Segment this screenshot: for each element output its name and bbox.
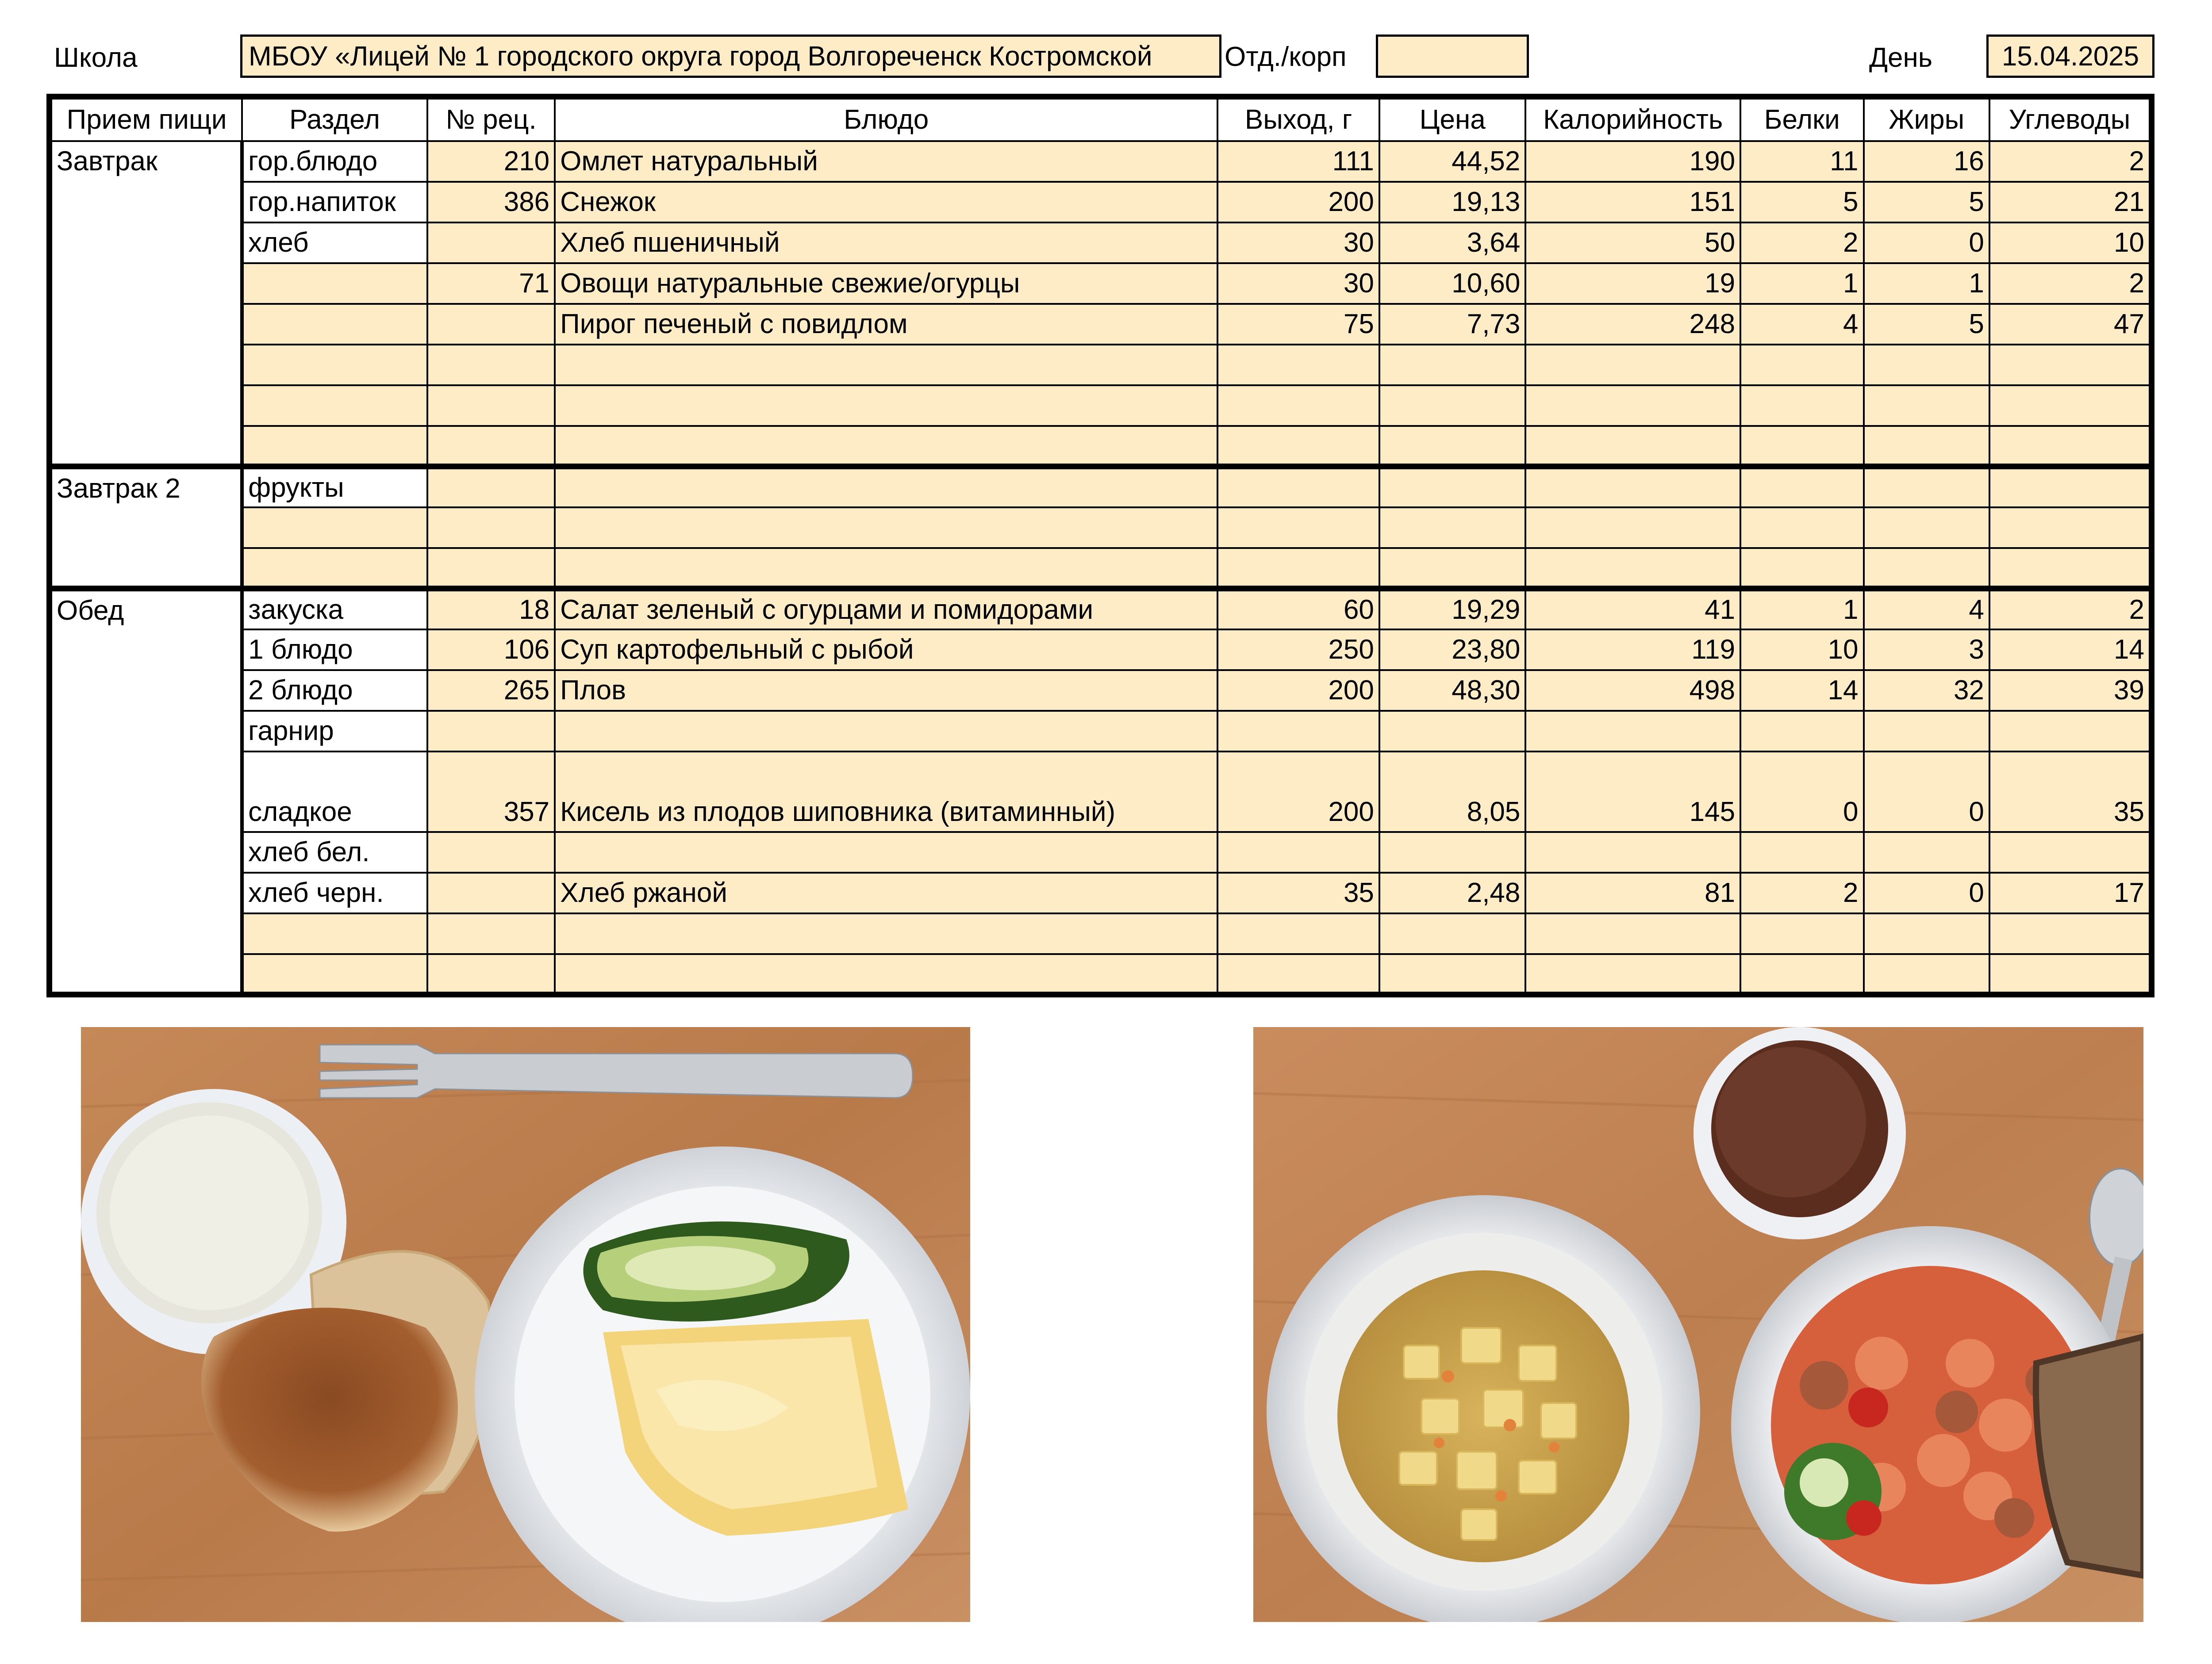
col-header-meal: Прием пищи (50, 97, 242, 141)
col-header-protein: Белки (1740, 97, 1863, 141)
rec-cell[interactable] (427, 873, 555, 913)
table-row (50, 751, 2152, 832)
carb-cell[interactable] (1989, 426, 2152, 467)
table-row (50, 222, 2152, 263)
section-cell[interactable] (242, 954, 427, 995)
menu-table (46, 94, 2154, 997)
prot-cell[interactable]: 10 (1740, 629, 1863, 670)
prot-cell[interactable]: 1 (1740, 263, 1863, 304)
col-header-fat: Жиры (1864, 97, 1989, 141)
fat-cell[interactable] (1864, 385, 1989, 426)
prot-cell[interactable]: 2 (1740, 873, 1863, 913)
section-cell[interactable] (242, 913, 427, 954)
prot-cell[interactable] (1740, 548, 1863, 589)
rec-cell[interactable] (427, 426, 555, 467)
out-cell[interactable]: 111 (1217, 141, 1379, 182)
carb-cell[interactable]: 39 (1989, 670, 2152, 711)
section-cell[interactable] (242, 385, 427, 426)
table-row (50, 507, 2152, 548)
section-cell[interactable] (242, 426, 427, 467)
price-cell[interactable]: 8,05 (1379, 751, 1525, 832)
carb-cell[interactable] (1989, 507, 2152, 548)
kcal-cell[interactable]: 248 (1525, 304, 1740, 345)
out-cell[interactable] (1217, 711, 1379, 751)
price-cell[interactable] (1379, 467, 1525, 507)
kcal-cell[interactable] (1525, 426, 1740, 467)
out-cell[interactable] (1217, 426, 1379, 467)
fat-cell[interactable]: 5 (1864, 304, 1989, 345)
carb-cell[interactable] (1989, 913, 2152, 954)
dish-cell[interactable] (555, 467, 1217, 507)
fat-cell[interactable]: 1 (1864, 263, 1989, 304)
carb-cell[interactable]: 2 (1989, 141, 2152, 182)
dish-cell[interactable]: Снежок (555, 182, 1217, 222)
table-row (50, 385, 2152, 426)
table-row (50, 670, 2152, 711)
table-row (50, 954, 2152, 995)
col-header-calories: Калорийность (1525, 97, 1740, 141)
fat-cell[interactable] (1864, 548, 1989, 589)
fat-cell[interactable] (1864, 345, 1989, 385)
day-field[interactable]: 15.04.2025 (1986, 35, 2154, 78)
fat-cell[interactable]: 0 (1864, 873, 1989, 913)
out-cell[interactable]: 200 (1217, 751, 1379, 832)
section-cell[interactable]: хлеб (242, 222, 427, 263)
carb-cell[interactable]: 17 (1989, 873, 2152, 913)
rec-cell[interactable] (427, 304, 555, 345)
dish-cell[interactable] (555, 507, 1217, 548)
day-label: День (1869, 42, 1933, 73)
out-cell[interactable] (1217, 345, 1379, 385)
table-row (50, 467, 2152, 507)
prot-cell[interactable] (1740, 507, 1863, 548)
dish-cell[interactable]: Хлеб ржаной (555, 873, 1217, 913)
rec-cell[interactable] (427, 345, 555, 385)
kcal-cell[interactable]: 498 (1525, 670, 1740, 711)
dish-cell[interactable] (555, 426, 1217, 467)
price-cell[interactable] (1379, 507, 1525, 548)
dish-cell[interactable]: Суп картофельный с рыбой (555, 629, 1217, 670)
carb-cell[interactable]: 21 (1989, 182, 2152, 222)
price-cell[interactable]: 10,60 (1379, 263, 1525, 304)
out-cell[interactable] (1217, 467, 1379, 507)
out-cell[interactable]: 200 (1217, 670, 1379, 711)
prot-cell[interactable]: 1 (1740, 589, 1863, 629)
kcal-cell[interactable]: 119 (1525, 629, 1740, 670)
prot-cell[interactable]: 2 (1740, 222, 1863, 263)
fat-cell[interactable]: 3 (1864, 629, 1989, 670)
fat-cell[interactable]: 5 (1864, 182, 1989, 222)
out-cell[interactable] (1217, 507, 1379, 548)
price-cell[interactable]: 19,29 (1379, 589, 1525, 629)
prot-cell[interactable]: 4 (1740, 304, 1863, 345)
kcal-cell[interactable] (1525, 954, 1740, 995)
price-cell[interactable] (1379, 711, 1525, 751)
table-row (50, 263, 2152, 304)
out-cell[interactable] (1217, 385, 1379, 426)
dish-cell[interactable]: Плов (555, 670, 1217, 711)
col-header-price: Цена (1379, 97, 1525, 141)
section-cell[interactable]: гарнир (242, 711, 427, 751)
rec-cell[interactable] (427, 954, 555, 995)
carb-cell[interactable]: 47 (1989, 304, 2152, 345)
section-cell[interactable] (242, 548, 427, 589)
rec-cell[interactable] (427, 467, 555, 507)
carb-cell[interactable] (1989, 548, 2152, 589)
kcal-cell[interactable]: 145 (1525, 751, 1740, 832)
kcal-cell[interactable] (1525, 548, 1740, 589)
price-cell[interactable]: 7,73 (1379, 304, 1525, 345)
carb-cell[interactable] (1989, 954, 2152, 995)
fat-cell[interactable] (1864, 711, 1989, 751)
kcal-cell[interactable]: 81 (1525, 873, 1740, 913)
col-header-carbs: Углеводы (1989, 97, 2152, 141)
prot-cell[interactable] (1740, 832, 1863, 873)
carb-cell[interactable]: 35 (1989, 751, 2152, 832)
kcal-cell[interactable]: 41 (1525, 589, 1740, 629)
carb-cell[interactable]: 10 (1989, 222, 2152, 263)
out-cell[interactable] (1217, 832, 1379, 873)
out-cell[interactable] (1217, 954, 1379, 995)
kcal-cell[interactable] (1525, 467, 1740, 507)
section-cell[interactable]: хлеб черн. (242, 873, 427, 913)
dish-cell[interactable] (555, 711, 1217, 751)
fat-cell[interactable] (1864, 913, 1989, 954)
prot-cell[interactable] (1740, 467, 1863, 507)
rec-cell[interactable] (427, 548, 555, 589)
school-label: Школа (54, 42, 138, 73)
out-cell[interactable]: 250 (1217, 629, 1379, 670)
price-cell[interactable]: 2,48 (1379, 873, 1525, 913)
section-cell[interactable]: сладкое (242, 751, 427, 832)
kcal-cell[interactable]: 50 (1525, 222, 1740, 263)
section-cell[interactable] (242, 263, 427, 304)
out-cell[interactable] (1217, 548, 1379, 589)
rec-cell[interactable]: 210 (427, 141, 555, 182)
out-cell[interactable]: 30 (1217, 263, 1379, 304)
section-cell[interactable] (242, 304, 427, 345)
prot-cell[interactable] (1740, 426, 1863, 467)
price-cell[interactable]: 19,13 (1379, 182, 1525, 222)
dish-cell[interactable] (555, 954, 1217, 995)
section-cell[interactable]: закуска (242, 589, 427, 629)
rec-cell[interactable] (427, 222, 555, 263)
prot-cell[interactable] (1740, 711, 1863, 751)
carb-cell[interactable] (1989, 385, 2152, 426)
price-cell[interactable] (1379, 548, 1525, 589)
table-header-row (50, 97, 2152, 141)
kcal-cell[interactable] (1525, 832, 1740, 873)
prot-cell[interactable] (1740, 385, 1863, 426)
carb-cell[interactable] (1989, 711, 2152, 751)
rec-cell[interactable]: 18 (427, 589, 555, 629)
section-cell[interactable]: 2 блюдо (242, 670, 427, 711)
price-cell[interactable]: 3,64 (1379, 222, 1525, 263)
rec-cell[interactable] (427, 507, 555, 548)
prot-cell[interactable]: 14 (1740, 670, 1863, 711)
fat-cell[interactable]: 16 (1864, 141, 1989, 182)
table-row (50, 589, 2152, 629)
table-row (50, 141, 2152, 182)
prot-cell[interactable]: 0 (1740, 751, 1863, 832)
section-cell[interactable]: гор.блюдо (242, 141, 427, 182)
rec-cell[interactable]: 265 (427, 670, 555, 711)
prot-cell[interactable] (1740, 913, 1863, 954)
fat-cell[interactable] (1864, 426, 1989, 467)
carb-cell[interactable]: 2 (1989, 263, 2152, 304)
carb-cell[interactable] (1989, 345, 2152, 385)
out-cell[interactable]: 75 (1217, 304, 1379, 345)
price-cell[interactable] (1379, 954, 1525, 995)
meal-cell: Завтрак (50, 141, 242, 467)
rec-cell[interactable] (427, 385, 555, 426)
dish-cell[interactable] (555, 548, 1217, 589)
fat-cell[interactable]: 32 (1864, 670, 1989, 711)
menu-body (50, 141, 2152, 995)
dish-cell[interactable] (555, 345, 1217, 385)
fat-cell[interactable]: 0 (1864, 222, 1989, 263)
col-header-output: Выход, г (1217, 97, 1379, 141)
out-cell[interactable]: 30 (1217, 222, 1379, 263)
rec-cell[interactable]: 71 (427, 263, 555, 304)
out-cell[interactable]: 200 (1217, 182, 1379, 222)
fat-cell[interactable] (1864, 954, 1989, 995)
prot-cell[interactable] (1740, 345, 1863, 385)
carb-cell[interactable] (1989, 467, 2152, 507)
price-cell[interactable]: 44,52 (1379, 141, 1525, 182)
table-row (50, 304, 2152, 345)
rec-cell[interactable] (427, 832, 555, 873)
dept-label: Отд./корп (1225, 42, 1347, 72)
meal-cell: Обед (50, 589, 242, 995)
col-header-dish: Блюдо (555, 97, 1217, 141)
section-cell[interactable]: 1 блюдо (242, 629, 427, 670)
table-row (50, 548, 2152, 589)
dish-cell[interactable]: Пирог печеный с повидлом (555, 304, 1217, 345)
kcal-cell[interactable]: 19 (1525, 263, 1740, 304)
carb-cell[interactable]: 2 (1989, 589, 2152, 629)
table-row (50, 711, 2152, 751)
dish-cell[interactable]: Салат зеленый с огурцами и помидорами (555, 589, 1217, 629)
fat-cell[interactable] (1864, 467, 1989, 507)
kcal-cell[interactable] (1525, 913, 1740, 954)
table-row (50, 832, 2152, 873)
fat-cell[interactable] (1864, 507, 1989, 548)
rec-cell[interactable]: 386 (427, 182, 555, 222)
dept-field[interactable] (1376, 35, 1529, 78)
prot-cell[interactable]: 11 (1740, 141, 1863, 182)
out-cell[interactable] (1217, 913, 1379, 954)
section-cell[interactable]: фрукты (242, 467, 427, 507)
col-header-recipe: № рец. (427, 97, 555, 141)
prot-cell[interactable]: 5 (1740, 182, 1863, 222)
dish-cell[interactable]: Хлеб пшеничный (555, 222, 1217, 263)
price-cell[interactable]: 48,30 (1379, 670, 1525, 711)
dish-cell[interactable]: Овощи натуральные свежие/огурцы (555, 263, 1217, 304)
price-cell[interactable] (1379, 426, 1525, 467)
rec-cell[interactable] (427, 711, 555, 751)
kcal-cell[interactable] (1525, 507, 1740, 548)
section-cell[interactable] (242, 507, 427, 548)
price-cell[interactable]: 23,80 (1379, 629, 1525, 670)
table-row (50, 345, 2152, 385)
dish-cell[interactable] (555, 832, 1217, 873)
kcal-cell[interactable] (1525, 711, 1740, 751)
out-cell[interactable]: 60 (1217, 589, 1379, 629)
fat-cell[interactable] (1864, 832, 1989, 873)
carb-cell[interactable]: 14 (1989, 629, 2152, 670)
kcal-cell[interactable]: 190 (1525, 141, 1740, 182)
lunch-photo (1253, 1027, 2143, 1622)
price-cell[interactable] (1379, 385, 1525, 426)
fat-cell[interactable]: 0 (1864, 751, 1989, 832)
rec-cell[interactable]: 106 (427, 629, 555, 670)
meal-cell: Завтрак 2 (50, 467, 242, 589)
school-field[interactable]: МБОУ «Лицей № 1 городского округа город Волгореченск Костромской (240, 35, 1221, 78)
out-cell[interactable]: 35 (1217, 873, 1379, 913)
price-cell[interactable] (1379, 913, 1525, 954)
table-row (50, 873, 2152, 913)
rec-cell[interactable]: 357 (427, 751, 555, 832)
section-cell[interactable]: хлеб бел. (242, 832, 427, 873)
breakfast-photo (81, 1027, 970, 1622)
kcal-cell[interactable]: 151 (1525, 182, 1740, 222)
table-row (50, 629, 2152, 670)
col-header-section: Раздел (242, 97, 427, 141)
prot-cell[interactable] (1740, 954, 1863, 995)
carb-cell[interactable] (1989, 832, 2152, 873)
kcal-cell[interactable] (1525, 385, 1740, 426)
section-cell[interactable]: гор.напиток (242, 182, 427, 222)
table-row (50, 182, 2152, 222)
rec-cell[interactable] (427, 913, 555, 954)
dish-cell[interactable] (555, 385, 1217, 426)
table-row (50, 426, 2152, 467)
price-cell[interactable] (1379, 832, 1525, 873)
dish-cell[interactable] (555, 913, 1217, 954)
kcal-cell[interactable] (1525, 345, 1740, 385)
section-cell[interactable] (242, 345, 427, 385)
table-row (50, 913, 2152, 954)
fat-cell[interactable]: 4 (1864, 589, 1989, 629)
dish-cell[interactable]: Кисель из плодов шиповника (витаминный) (555, 751, 1217, 832)
price-cell[interactable] (1379, 345, 1525, 385)
dish-cell[interactable]: Омлет натуральный (555, 141, 1217, 182)
